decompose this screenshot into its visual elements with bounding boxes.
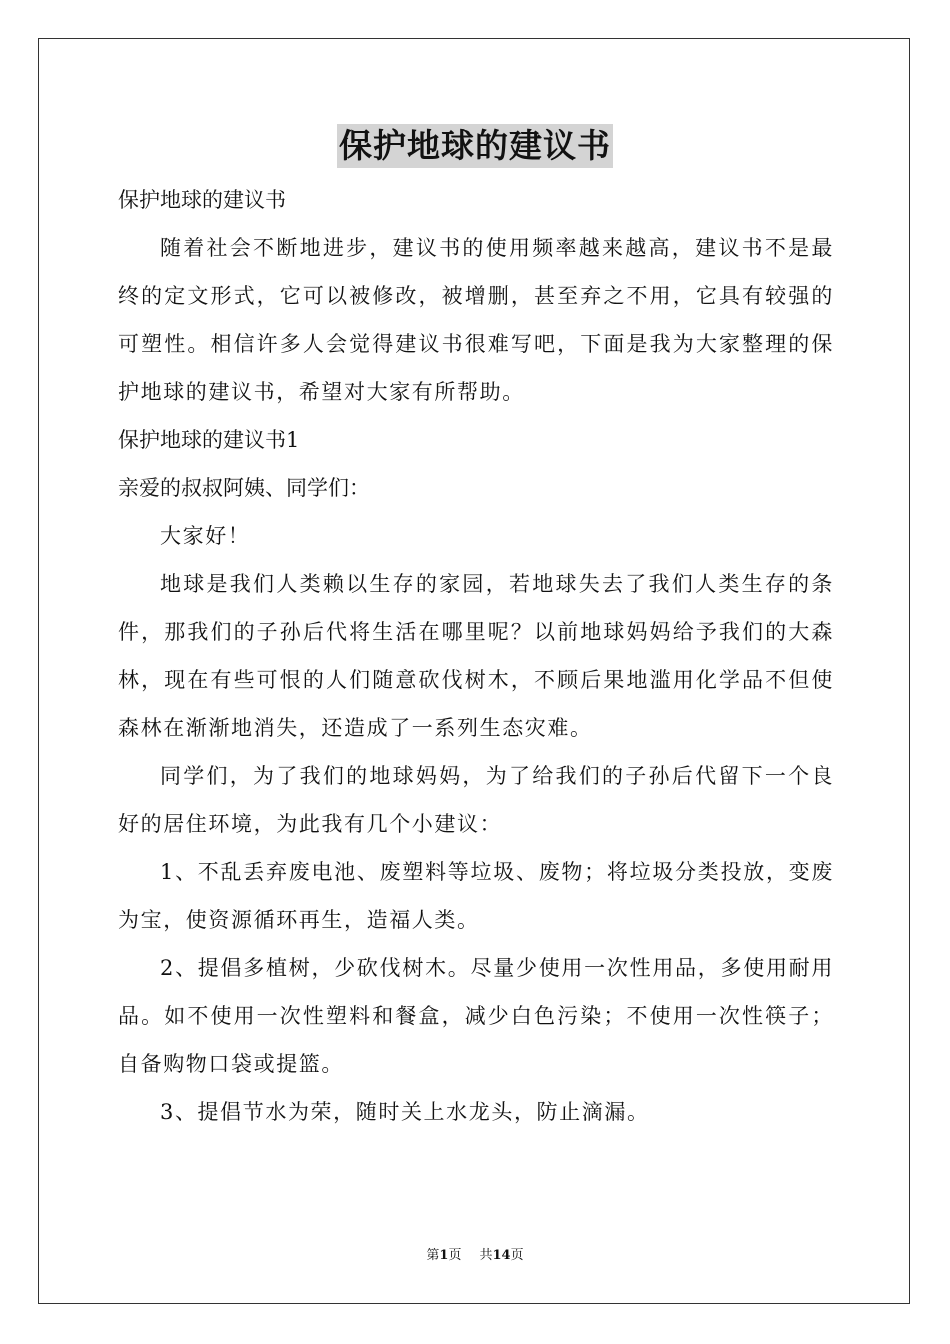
total-pages: 14 [492,1248,511,1263]
page-number: 1 [439,1248,449,1263]
greeting: 大家好！ [160,524,251,548]
document-body [118,176,834,1136]
page-footer [0,1246,950,1266]
section-heading: 保护地球的建议书1 [118,428,300,452]
total-prefix: 共 [479,1248,493,1263]
suggestion-3: 3、提倡节水为荣，随时关上水龙头，防止滴漏。 [160,1100,650,1124]
suggestion-2: 2、提倡多植树，少砍伐树木。尽量少使用一次性用品，多使用耐用品。如不使用一次性塑料和餐盒，减少白色污染；不使用一次性筷子；自备购物口袋或提篮。 [118,956,834,1076]
salutation: 亲爱的叔叔阿姨、同学们： [118,476,370,500]
body-paragraph-1: 地球是我们人类赖以生存的家园，若地球失去了我们人类生存的条件，那我们的子孙后代将生活在哪里呢？以前地球妈妈给予我们的大森林，现在有些可恨的人们随意砍伐树木，不顾后果地滥用化学品不但使森林在渐渐地消失，还造成了一系列生态灾难。 [118,572,834,740]
title-container [0,124,950,168]
document-title: 保护地球的建议书 [337,124,613,168]
document-subtitle: 保护地球的建议书 [118,188,286,212]
page-prefix: 第 [426,1248,440,1263]
body-paragraph-2: 同学们，为了我们的地球妈妈，为了给我们的子孙后代留下一个良好的居住环境，为此我有几个小建议： [118,764,834,836]
suggestion-1: 1、不乱丢弃废电池、废塑料等垃圾、废物；将垃圾分类投放，变废为宝，使资源循环再生，造福人类。 [118,860,834,932]
page-unit: 页 [448,1248,462,1263]
intro-paragraph: 随着社会不断地进步，建议书的使用频率越来越高，建议书不是最终的定文形式，它可以被修改，被增删，甚至弃之不用，它具有较强的可塑性。相信许多人会觉得建议书很难写吧，下面是我为大家整理的保护地球的建议书，希望对大家有所帮助。 [118,236,834,404]
total-unit: 页 [510,1248,524,1263]
